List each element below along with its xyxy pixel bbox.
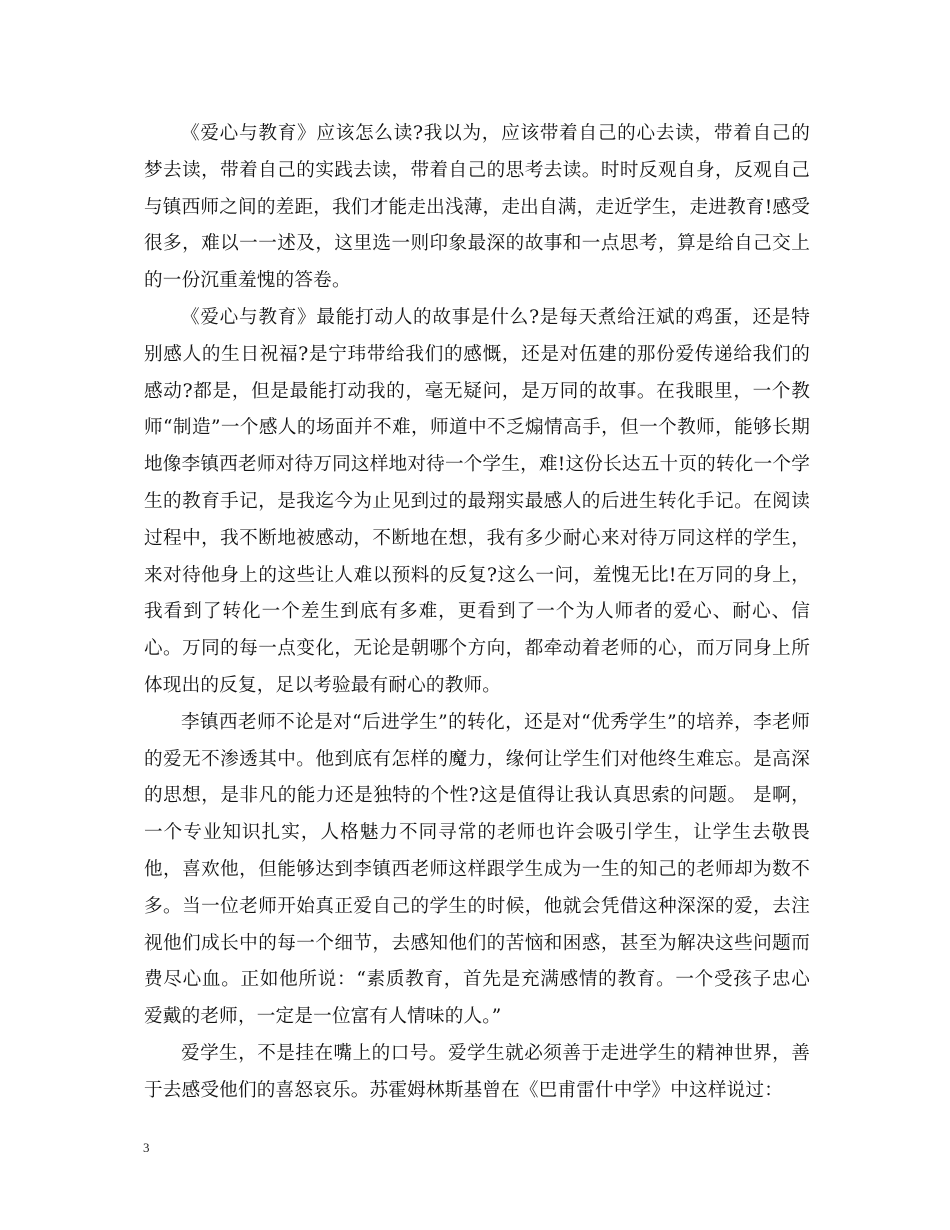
paragraph-3: 李镇西老师不论是对“后进学生”的转化，还是对“优秀学生”的培养，李老师的爱无不渗透其中。他到底有怎样的魔力，缘何让学生们对他终生难忘。是高深的思想，是非凡的能力还是独特的个性?这是值得让我认真思索的问题。 是啊，一个专业知识扎实，人格魅力不同寻常的老师也许会吸引学生，让学生去敬畏他，喜欢他，但能够达到李镇西老师这样跟学生成为一生的知己的老师却为数不多。当一位老师开始真正爱自己的学生的时候，他就会凭借这种深深的爱，去注视他们成长中的每一个细节，去感知他们的苦恼和困惑，甚至为解决这些问题而费尽心血。正如他所说：“素质教育，首先是充满感情的教育。一个受孩子忠心爱戴的老师，一定是一位富有人情味的人。” — [144, 711, 810, 1028]
paragraph-1: 《爱心与教育》应该怎么读?我以为，应该带着自己的心去读，带着自己的梦去读，带着自己的实践去读，带着自己的思考去读。时时反观自身，反观自己与镇西师之间的差距，我们才能走出浅薄，走出自满，走近学生，走进教育!感受很多，难以一一述及，这里选一则印象最深的故事和一点思考，算是给自己交上的一份沉重羞愧的答卷。 — [144, 123, 810, 292]
paragraph-2: 《爱心与教育》最能打动人的故事是什么?是每天煮给汪斌的鸡蛋，还是特别感人的生日祝福?是宁玮带给我们的感慨，还是对伍建的那份爱传递给我们的感动?都是，但是最能打动我的，毫无疑问，是万同的故事。在我眼里，一个教师“制造”一个感人的场面并不难，师道中不乏煽情高手，但一个教师，能够长期地像李镇西老师对待万同这样地对待一个学生，难!这份长达五十页的转化一个学生的教育手记，是我迄今为止见到过的最翔实最感人的后进生转化手记。在阅读过程中，我不断地被感动，不断地在想，我有多少耐心来对待万同这样的学生，来对待他身上的这些让人难以预料的反复?这么一问，羞愧无比!在万同的身上，我看到了转化一个差生到底有多难，更看到了一个为人师者的爱心、耐心、信心。万同的每一点变化，无论是朝哪个方向，都牵动着老师的心，而万同身上所体现出的反复，足以考验最有耐心的教师。 — [144, 306, 810, 696]
paragraph-4: 爱学生，不是挂在嘴上的口号。爱学生就必须善于走进学生的精神世界，善于去感受他们的喜怒哀乐。苏霍姆林斯基曾在《巴甫雷什中学》中这样说过： — [144, 1042, 810, 1101]
document-body — [144, 116, 810, 1110]
page-number: 3 — [143, 1140, 150, 1155]
